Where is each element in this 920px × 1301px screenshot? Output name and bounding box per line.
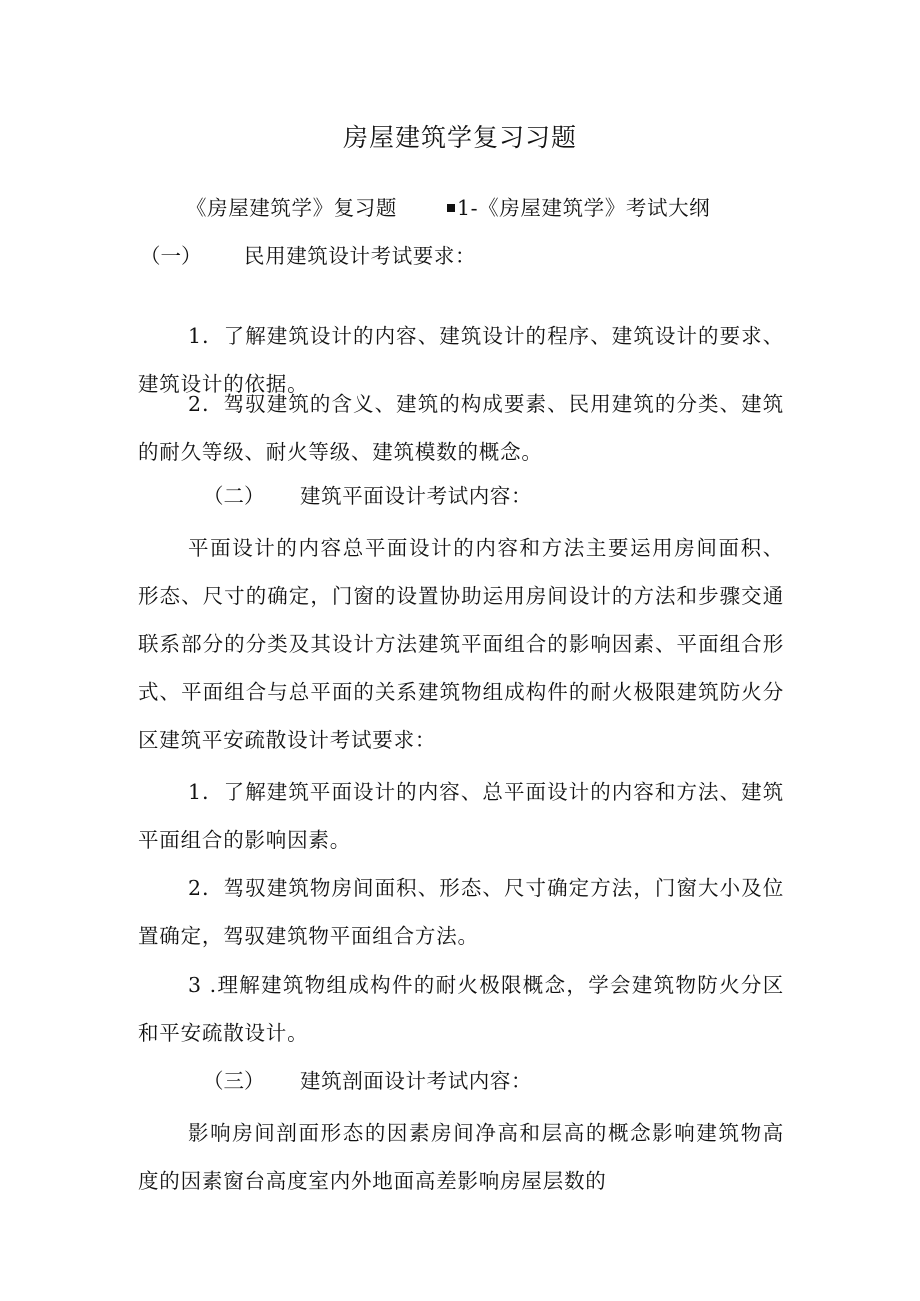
paragraph: 平面设计的内容总平面设计的内容和方法主要运用房间面积、形态、尺寸的确定，门窗的设置协助运用房间设计的方法和步骤交通联系部分的分类及其设计方法建筑平面组合的影响因素、平面组合形式、平面组合与总平面的关系建筑物组成构件的耐火极限建筑防火分区建筑平安疏散设计考试要求： xyxy=(138,536,784,752)
section-heading: 建筑平面设计考试内容： xyxy=(300,484,533,508)
square-bullet-icon xyxy=(447,204,455,212)
section-heading: 民用建筑设计考试要求： xyxy=(244,244,477,268)
subtitle-right-text: 1-《房屋建筑学》考试大纲 xyxy=(457,196,711,220)
paragraph: 3 .理解建筑物组成构件的耐火极限概念，学会建筑物防火分区和平安疏散设计。 xyxy=(138,973,784,1045)
subtitle-left: 《房屋建筑学》复习题 xyxy=(186,196,397,220)
subtitle-right xyxy=(447,193,710,223)
paragraph: 2．驾驭建筑物房间面积、形态、尺寸确定方法，门窗大小及位置确定，驾驭建筑物平面组合方法。 xyxy=(138,876,784,948)
section-number: （一） xyxy=(140,244,202,268)
paragraph: 1．了解建筑平面设计的内容、总平面设计的内容和方法、建筑平面组合的影响因素。 xyxy=(138,780,784,852)
paragraph: 2．驾驭建筑的含义、建筑的构成要素、民用建筑的分类、建筑的耐久等级、耐火等级、建筑模数的概念。 xyxy=(138,392,784,464)
document-title: 房屋建筑学复习习题 xyxy=(342,123,577,152)
section-number: （二） xyxy=(203,484,265,508)
section-number: （三） xyxy=(203,1069,265,1093)
paragraph: 1．了解建筑设计的内容、建筑设计的程序、建筑设计的要求、建筑设计的依据。 xyxy=(138,324,784,396)
section-heading: 建筑剖面设计考试内容： xyxy=(300,1069,533,1093)
paragraph: 影响房间剖面形态的因素房间净高和层高的概念影响建筑物高度的因素窗台高度室内外地面高差影响房屋层数的 xyxy=(138,1121,784,1193)
